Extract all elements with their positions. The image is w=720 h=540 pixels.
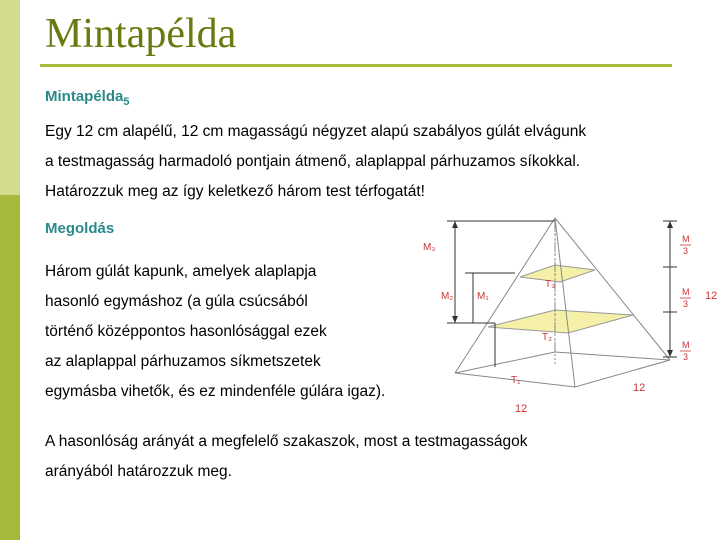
arrow-right-bottom <box>667 350 673 357</box>
label-m3: M₃ <box>423 242 436 253</box>
edge-right <box>555 218 670 360</box>
problem-line: Határozzuk meg az így keletkező három test térfogatát! <box>45 183 425 200</box>
arrow-m3-bottom <box>452 316 458 323</box>
conclusion-text <box>45 427 528 487</box>
frac-2-den: 3 <box>683 299 689 309</box>
solution-text <box>45 257 385 407</box>
section-t3 <box>520 265 595 282</box>
solution-line: az alaplappal párhuzamos síkmetszetek <box>45 353 321 370</box>
conclusion-line: A hasonlóság arányát a megfelelő szakaszok, most a testmagasságok <box>45 433 528 450</box>
frac-3-den: 3 <box>683 352 689 362</box>
solution-heading: Megoldás <box>45 220 115 237</box>
sidebar-highlight <box>0 0 20 195</box>
frac-1-num: M <box>682 234 690 244</box>
arrow-right-top <box>667 221 673 228</box>
problem-line: a testmagasság harmadoló pontjain átmenő, alaplappal párhuzamos síkokkal. <box>45 153 581 170</box>
label-t2: T₂ <box>542 332 552 343</box>
label-base-side: 12 <box>633 382 646 394</box>
pyramid-figure <box>415 215 720 420</box>
edge-left <box>455 218 555 373</box>
solution-line: történő középpontos hasonlósággal ezek <box>45 323 327 340</box>
frac-3-num: M <box>682 340 690 350</box>
conclusion-line: arányából határozzuk meg. <box>45 463 232 480</box>
section-t2 <box>488 310 633 333</box>
frac-1-den: 3 <box>683 246 689 256</box>
problem-text <box>45 117 586 207</box>
page-title: Mintapélda <box>45 11 237 57</box>
title-rule <box>40 64 672 67</box>
label-m1: M₁ <box>477 291 489 302</box>
example-number: 5 <box>123 96 130 108</box>
label-t3: T₃ <box>545 279 556 290</box>
arrow-m3-top <box>452 221 458 228</box>
example-heading-text: Mintapélda <box>45 88 124 105</box>
problem-line: Egy 12 cm alapélű, 12 cm magasságú négyzet alapú szabályos gúlát elvágunk <box>45 123 587 140</box>
edge-front <box>555 218 575 387</box>
label-base-front: 12 <box>515 403 528 415</box>
label-m2: M₂ <box>441 291 454 302</box>
example-heading <box>45 88 129 108</box>
label-t1: T₁ <box>511 375 521 386</box>
solution-line: egymásba vihetők, és ez mindenféle gúlára igaz). <box>45 383 386 400</box>
label-height-total: 12 <box>705 290 718 302</box>
frac-2-num: M <box>682 287 690 297</box>
solution-line: Három gúlát kapunk, amelyek alaplapja <box>45 263 317 280</box>
solution-line: hasonló egymáshoz (a gúla csúcsából <box>45 293 308 310</box>
